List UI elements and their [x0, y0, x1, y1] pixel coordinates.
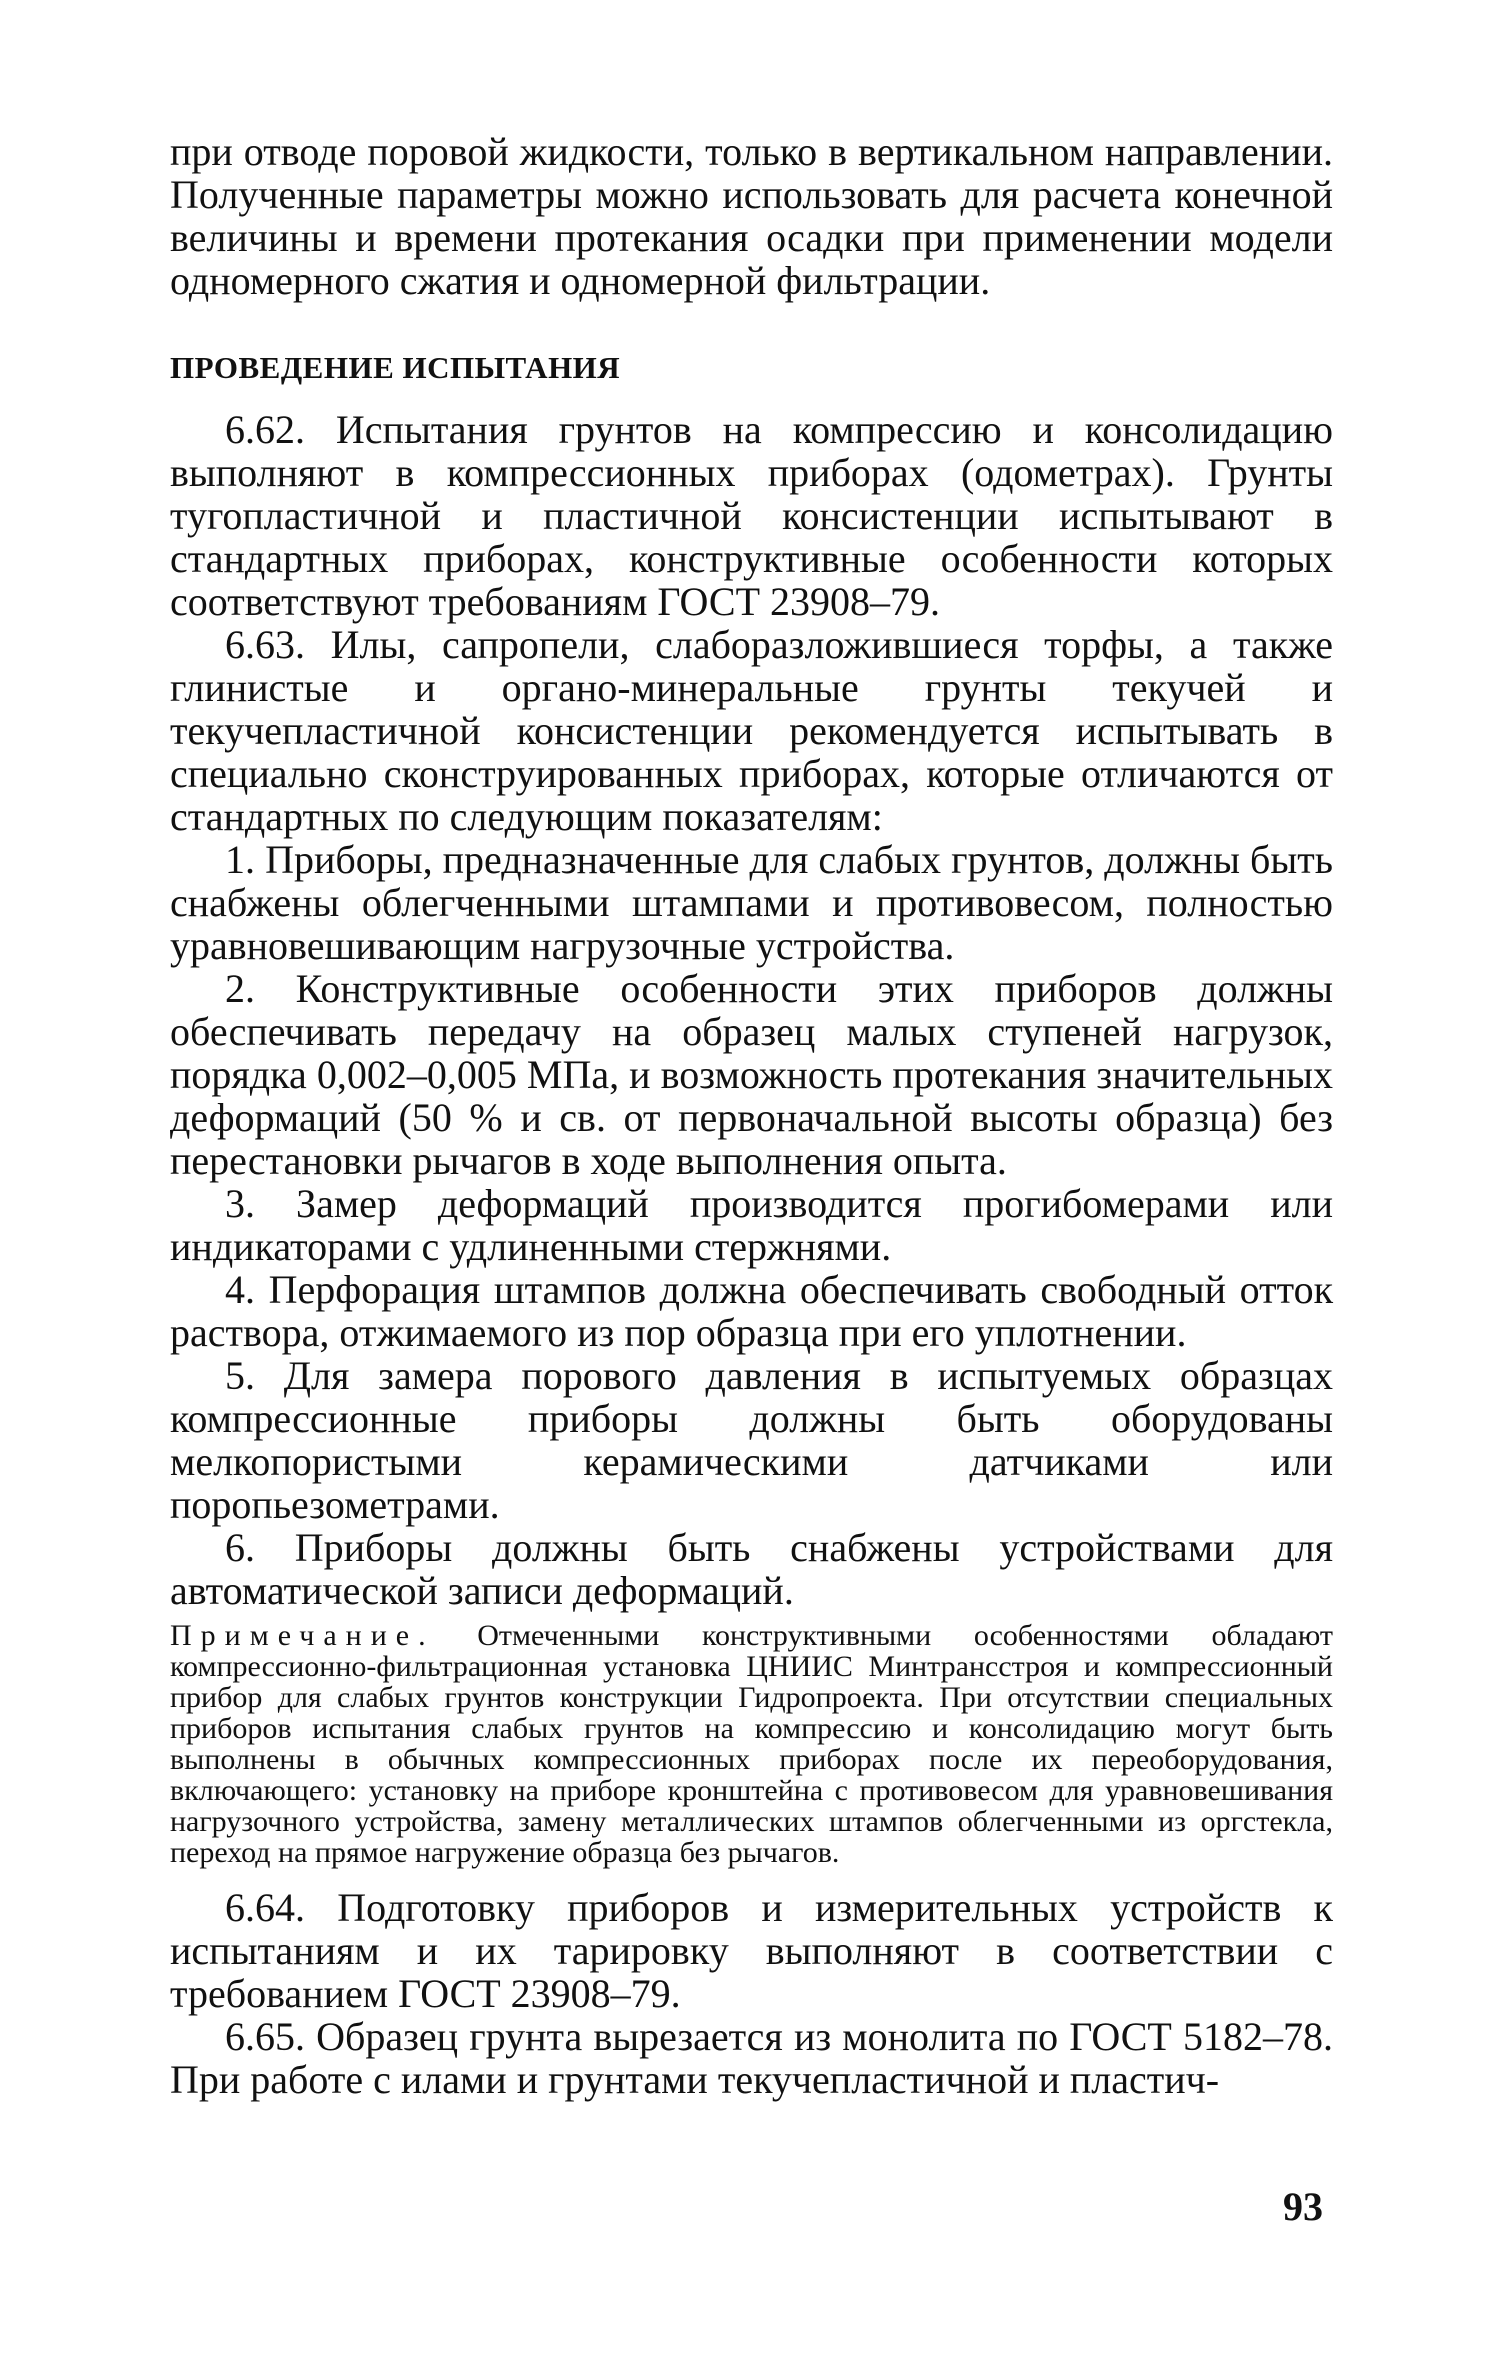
section-heading: ПРОВЕДЕНИЕ ИСПЫТАНИЯ — [170, 350, 621, 385]
list-item-2: 2. Конструктивные особенности этих приборов должны обеспечивать передачу на образец малых ступеней нагрузок, порядка 0,002–0,005 МПа, и возможность протекания значительных деформаций (50 % и св. от первоначальной высоты образца) без перестановки рычагов в ходе выполнения опыта. — [170, 966, 1333, 1183]
clause-6-64: 6.64. Подготовку приборов и измерительных устройств к испытаниям и их тарировку выполняют в соответствии с требованием ГОСТ 23908–79. — [170, 1885, 1333, 2016]
list-item-4: 4. Перфорация штампов должна обеспечивать свободный отток раствора, отжимаемого из пор образца при его уплотнении. — [170, 1267, 1333, 1355]
intro-paragraph: при отводе поровой жидкости, только в вертикальном направлении. Полученные параметры можно использовать для расчета конечной величины и времени протекания осадки при применении модели одномерного сжатия и одномерной фильтрации. — [170, 129, 1333, 303]
clause-6-62: 6.62. Испытания грунтов на компрессию и консолидацию выполняют в компрессионных приборах (одометрах). Грунты тугопластичной и пластичной консистенции испытывают в стандартных приборах, конструктивные особенности которых соответствуют требованиям ГОСТ 23908–79. — [170, 407, 1333, 624]
list-item-5: 5. Для замера порового давления в испытуемых образцах компрессионные приборы должны быть оборудованы мелкопористыми керамическими датчиками или поропьезометрами. — [170, 1353, 1333, 1527]
list-item-3: 3. Замер деформаций производится прогибомерами или индикаторами с удлиненными стержнями. — [170, 1181, 1333, 1269]
clause-6-65: 6.65. Образец грунта вырезается из монолита по ГОСТ 5182–78. При работе с илами и грунтами текучепластичной и пластич- — [170, 2014, 1333, 2102]
note-text: Отмеченными конструктивными особенностями обладают компрессионно-фильтрационная установка ЦНИИС Минтрансстроя и компрессионный прибор для слабых грунтов конструкции Гидропроекта. При отсутствии специальных приборов испытания слабых грунтов на компрессию и консолидацию могут быть выполнены в обычных компрессионных приборах после их переоборудования, включающего: установку на приборе кронштейна с противовесом для уравновешивания нагрузочного устройства, замену металлических штампов облегченными из оргстекла, переход на прямое нагружение образца без рычагов. — [170, 1619, 1334, 1869]
list-item-6: 6. Приборы должны быть снабжены устройствами для автоматической записи деформаций. — [170, 1525, 1333, 1613]
list-item-1: 1. Приборы, предназначенные для слабых грунтов, должны быть снабжены облегченными штампами и противовесом, полностью уравновешивающим нагрузочные устройства. — [170, 837, 1333, 968]
clause-6-63: 6.63. Илы, сапропели, слаборазложившиеся торфы, а также глинистые и органо-минеральные грунты текучей и текучепластичной консистенции рекомендуется испытывать в специально сконструированных приборах, которые отличаются от стандартных по следующим показателям: — [170, 622, 1333, 839]
note-label: Примечание. — [170, 1619, 435, 1652]
document-page — [170, 130, 1333, 2101]
note-block — [170, 1620, 1333, 1868]
page-number: 93 — [1283, 2184, 1323, 2229]
